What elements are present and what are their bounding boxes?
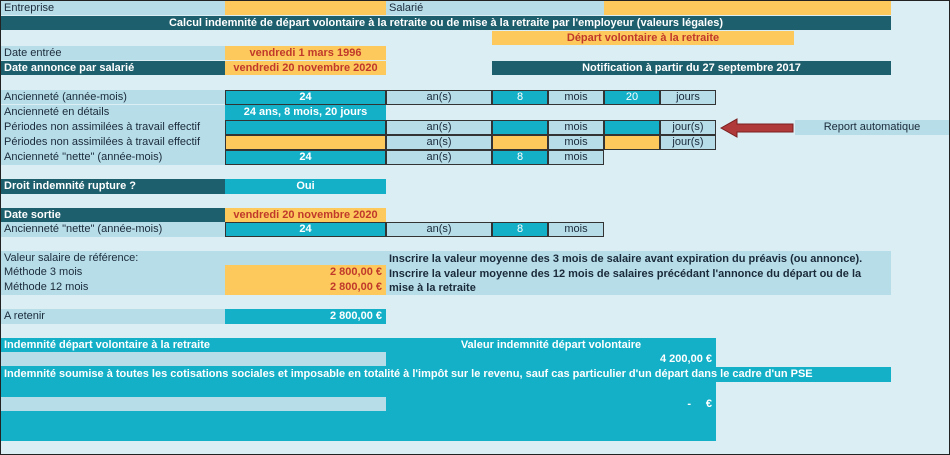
salaire-ref-label: Valeur salaire de référence: [1, 251, 225, 265]
reste-currency: € [691, 397, 716, 411]
entreprise-input[interactable] [225, 1, 386, 15]
anciennete-nette-months: 8 [492, 150, 548, 165]
indemnite-spacer-2 [1, 397, 386, 411]
indemnite-soumise-note: Indemnité soumise à toutes les cotisations sociales et imposable en totalité à l'impôt sur le revenu, sauf cas particulier d'un départ dans le cadre d'un PSE [1, 367, 891, 382]
periode-1-days-input[interactable] [604, 120, 660, 135]
sortie-anciennete-months-unit: mois [548, 222, 604, 237]
sortie-anciennete-years: 24 [225, 222, 386, 237]
periode-2-months-unit: mois [548, 135, 604, 150]
date-annonce-input[interactable]: vendredi 20 novembre 2020 [225, 61, 386, 75]
date-entree-input[interactable]: vendredi 1 mars 1996 [225, 46, 386, 60]
valeur-indemnite-value: 4 200,00 € [386, 352, 716, 366]
salarie-label: Salarié [386, 1, 604, 15]
periode-1-years-unit: an(s) [386, 120, 492, 135]
periode-2-years-unit: an(s) [386, 135, 492, 150]
periode-2-years-input[interactable] [225, 135, 386, 150]
anciennete-days-unit: jours [660, 90, 716, 105]
indemnite-spacer-1 [1, 352, 386, 366]
periode-2-months-input[interactable] [492, 135, 548, 150]
methode-12-mois-label: Méthode 12 mois [1, 280, 225, 295]
indemnite-label: Indemnité départ volontaire à la retraite [1, 338, 386, 352]
page-title: Calcul indemnité de départ volontaire à la retraite ou de mise à la retraite par l'employeur (valeurs légales) [1, 16, 891, 30]
anciennete-details-value: 24 ans, 8 mois, 20 jours [225, 105, 386, 120]
periode-1-days-unit: jour(s) [660, 120, 716, 135]
periode-1-years-input[interactable] [225, 120, 386, 135]
salarie-input[interactable] [604, 1, 891, 15]
anciennete-nette-years: 24 [225, 150, 386, 165]
mode-dropdown[interactable]: Départ volontaire à la retraite [492, 31, 794, 45]
a-retenir-label: A retenir [1, 309, 225, 324]
anciennete-details-label: Ancienneté en détails [1, 105, 225, 120]
anciennete-label: Ancienneté (année-mois) [1, 90, 225, 104]
a-retenir-value: 2 800,00 € [225, 309, 386, 324]
left-arrow-icon [719, 118, 795, 138]
date-sortie-label: Date sortie [1, 208, 225, 222]
reste-value: - [386, 397, 691, 411]
note-methode-3-mois: Inscrire la valeur moyenne des 3 mois de salaire avant expiration du préavis (ou annonce). [386, 251, 891, 265]
sortie-anciennete-years-unit: an(s) [386, 222, 492, 237]
anciennete-years: 24 [225, 90, 386, 105]
methode-3-mois-input[interactable]: 2 800,00 € [225, 265, 386, 280]
note-methode-12-mois: Inscrire la valeur moyenne des 12 mois de salaires précédant l'annonce du départ ou de la mise à la retraite [386, 265, 891, 295]
salaire-ref-spacer [225, 251, 386, 265]
anciennete-months-unit: mois [548, 90, 604, 105]
periode-2-days-unit: jour(s) [660, 135, 716, 150]
droit-indemnite-label: Droit indemnité rupture ? [1, 179, 225, 194]
report-automatique-label: Report automatique [795, 120, 949, 135]
periode-1-months-unit: mois [548, 120, 604, 135]
methode-12-mois-input[interactable]: 2 800,00 € [225, 280, 386, 295]
anciennete-months: 8 [492, 90, 548, 105]
anciennete-nette-years-unit: an(s) [386, 150, 492, 165]
date-sortie-value: vendredi 20 novembre 2020 [225, 208, 386, 222]
valeur-indemnite-label: Valeur indemnité départ volontaire [386, 338, 716, 352]
entreprise-label: Entreprise [1, 1, 225, 15]
date-annonce-label: Date annonce par salarié [1, 61, 225, 75]
sortie-anciennete-months: 8 [492, 222, 548, 237]
periode-1-label: Périodes non assimilées à travail effectif [1, 120, 225, 135]
anciennete-nette-months-unit: mois [548, 150, 604, 165]
anciennete-nette-label: Ancienneté "nette" (année-mois) [1, 150, 225, 165]
sortie-anciennete-label: Ancienneté "nette" (année-mois) [1, 222, 225, 237]
methode-3-mois-label: Méthode 3 mois [1, 265, 225, 280]
date-entree-label: Date entrée [1, 46, 225, 60]
anciennete-years-unit: an(s) [386, 90, 492, 105]
periode-2-days-input[interactable] [604, 135, 660, 150]
periode-2-label: Périodes non assimilées à travail effectif [1, 135, 225, 150]
notification-banner: Notification à partir du 27 septembre 2017 [492, 61, 891, 75]
droit-indemnite-value: Oui [225, 179, 386, 194]
periode-1-months-input[interactable] [492, 120, 548, 135]
anciennete-days: 20 [604, 90, 660, 105]
